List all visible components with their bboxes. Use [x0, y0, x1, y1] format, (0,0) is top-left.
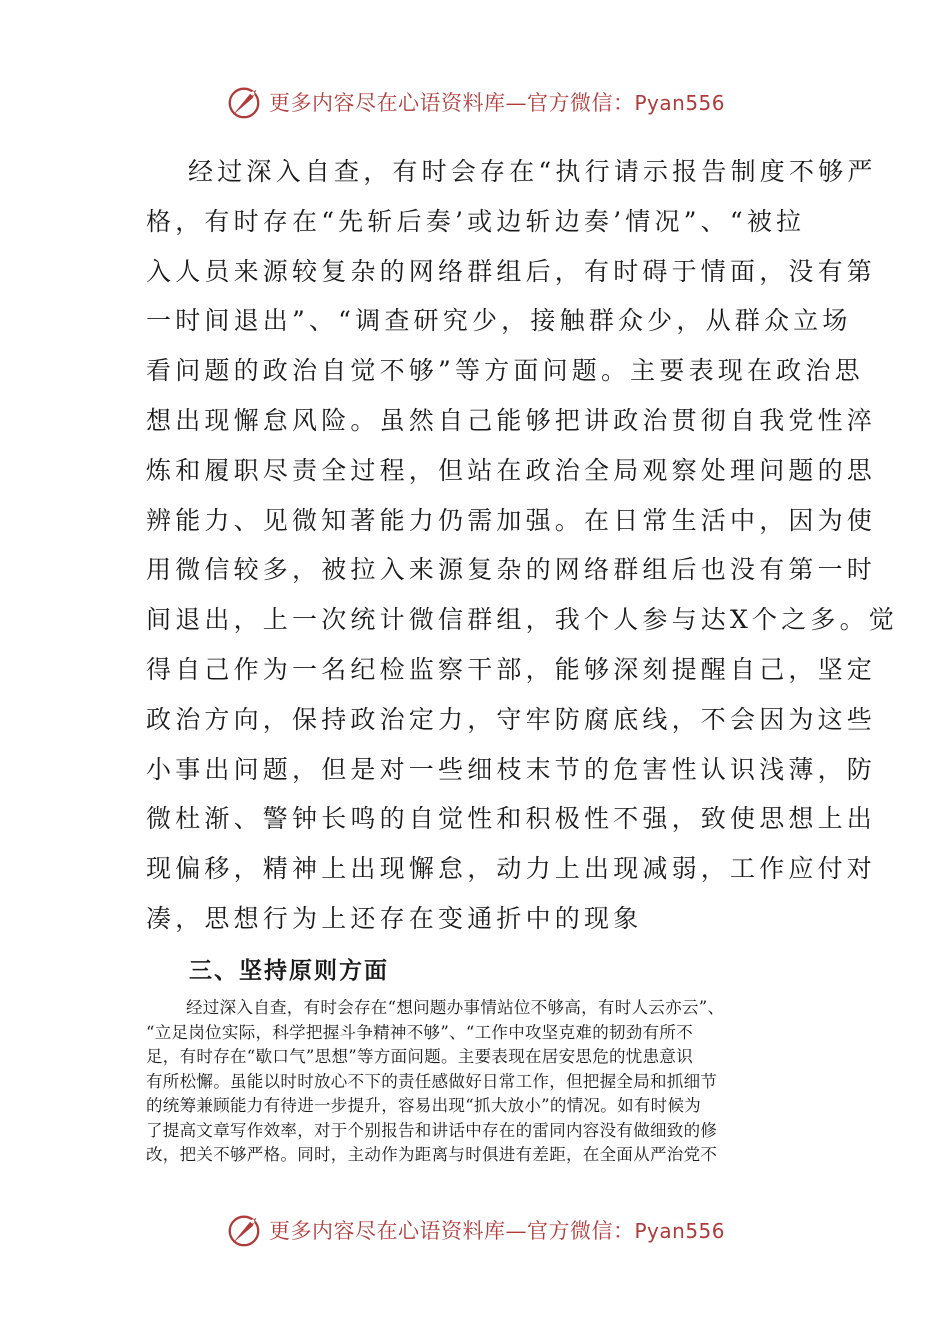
- section-heading: 三、坚持原则方面: [189, 958, 389, 984]
- section-paragraph: [146, 996, 816, 1168]
- body-line: 现偏移，精神上出现懈怠，动力上出现减弱，工作应付对: [146, 854, 877, 884]
- watermark-banner-bottom: [0, 1210, 950, 1250]
- pen-nib-logo-icon: [225, 1211, 263, 1249]
- body-line: 看问题的政治自觉不够”等方面问题。主要表现在政治思: [146, 356, 864, 386]
- body-line: 凑，思想行为上还存在变通折中的现象: [146, 903, 643, 933]
- watermark-text: 更多内容尽在心语资料库—官方微信：Pyan556: [268, 91, 725, 115]
- body-line: 入人员来源较复杂的网络群组后，有时碍于情面，没有第: [146, 256, 877, 286]
- section-line: 了提高文章写作效率，对于个别报告和讲话中存在的雷同内容没有做细致的修: [146, 1120, 718, 1140]
- body-paragraph: [146, 147, 899, 944]
- watermark-text: 更多内容尽在心语资料库—官方微信：Pyan556: [268, 1219, 725, 1243]
- section-line: “立足岗位实际，科学把握斗争精神不够”、“工作中攻坚克难的韧劲有所不: [146, 1022, 694, 1042]
- watermark-wechat-id: Pyan556: [634, 91, 725, 115]
- body-line: 用微信较多，被拉入来源复杂的网络群组后也没有第一时: [146, 555, 877, 585]
- body-line: 小事出问题，但是对一些细枝末节的危害性认识浅薄，防: [146, 754, 877, 784]
- body-line: 经过深入自查，有时会存在“执行请示报告制度不够严: [188, 157, 877, 186]
- section-line: 改，把关不够严格。同时，主动作为距离与时俱进有差距，在全面从严治党不: [146, 1145, 718, 1164]
- watermark-wechat-id: Pyan556: [634, 1219, 725, 1243]
- body-line: 得自己作为一名纪检监察干部，能够深刻提醒自己，坚定: [146, 654, 877, 684]
- body-line: 微杜渐、警钟长鸣的自觉性和积极性不强，致使思想上出: [146, 804, 877, 834]
- pen-nib-logo-icon: [225, 83, 263, 121]
- section-line: 有所松懈。虽能以时时放心不下的责任感做好日常工作，但把握全局和抓细节: [146, 1071, 718, 1091]
- body-line: 辨能力、见微知著能力仍需加强。在日常生活中，因为使: [146, 505, 877, 535]
- body-line: 一时间退出”、“调查研究少，接触群众少，从群众立场: [146, 306, 852, 336]
- body-line: 炼和履职尽责全过程，但站在政治全局观察处理问题的思: [146, 455, 877, 485]
- section-line: 的统筹兼顾能力有待进一步提升，容易出现“抓大放小”的情况。如有时候为: [146, 1096, 702, 1115]
- body-line: 想出现懈怠风险。虽然自己能够把讲政治贯彻自我党性淬: [146, 405, 877, 435]
- body-line: 政治方向，保持政治定力，守牢防腐底线，不会因为这些: [146, 704, 877, 734]
- body-line: 间退出，上一次统计微信群组，我个人参与达X个之多。觉: [146, 605, 899, 635]
- section-line: 足，有时存在“歇口气”思想”等方面问题。主要表现在居安思危的忧患意识: [146, 1047, 694, 1066]
- body-line: 格，有时存在“先斩后奏’或边斩边奏’情况”、“被拉: [146, 206, 806, 236]
- watermark-banner-top: [0, 82, 950, 122]
- section-line: 经过深入自查，有时会存在“想问题办事情站位不够高，有时人云亦云”、: [186, 998, 725, 1017]
